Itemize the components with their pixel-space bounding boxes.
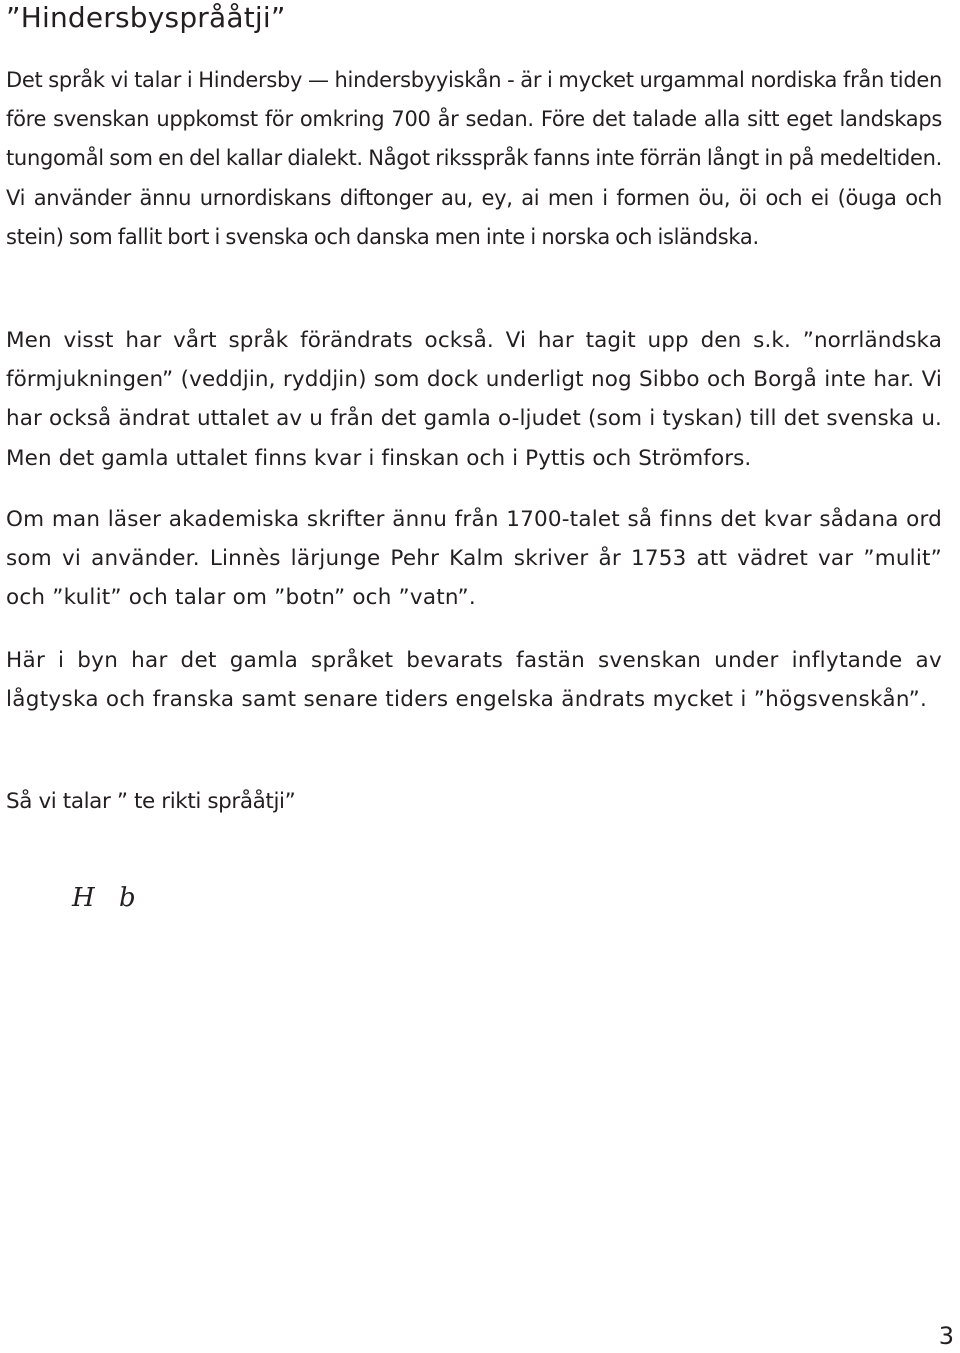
- paragraph-preservation: Här i byn har det gamla språket bevarats fastän svenskan under inflytande av lågtyska och franska samt senare tiders engelska ändrats mycket i ”högsvenskån”.: [6, 648, 942, 713]
- signature: H b: [72, 883, 136, 913]
- paragraph-language-changes: Men visst har vårt språk förändrats också. Vi har tagit upp den s.k. ”norrländska förmjukningen” (veddjin, ryddjin) som dock underligt nog Sibbo och Borgå inte har. Vi har också ändrat uttalet av u från det gamla o-ljudet (som i tyskan) till det svenska u. Men det gamla uttalet finns kvar i finskan och i Pyttis och Strömfors.: [6, 328, 942, 471]
- paragraph-closing: Så vi talar ” te rikti språåtji”: [6, 789, 296, 814]
- document-title: ”Hindersbysprååtji”: [6, 1, 286, 34]
- paragraph-academic-sources: Om man läser akademiska skrifter ännu från 1700-talet så finns det kvar sådana ord som vi använder. Linnès lärjunge Pehr Kalm skriver år 1753 att vädret var ”mulit” och ”kulit” och talar om ”botn” och ”vatn”.: [6, 507, 942, 611]
- page-number: 3: [938, 1322, 954, 1350]
- paragraph-language-origin: Det språk vi talar i Hindersby — hindersbyyiskån - är i mycket urgammal nordiska från tiden före svenskan uppkomst för omkring 700 år sedan. Före det talade alla sitt eget landskaps tungomål som en del kallar dialekt. Något riksspråk fanns inte förrän långt in på medeltiden. Vi använder ännu urnordiskans diftonger au, ey, ai men i formen öu, öi och ei (öuga och stein) som fallit bort i svenska och danska men inte i norska och isländska.: [6, 68, 942, 249]
